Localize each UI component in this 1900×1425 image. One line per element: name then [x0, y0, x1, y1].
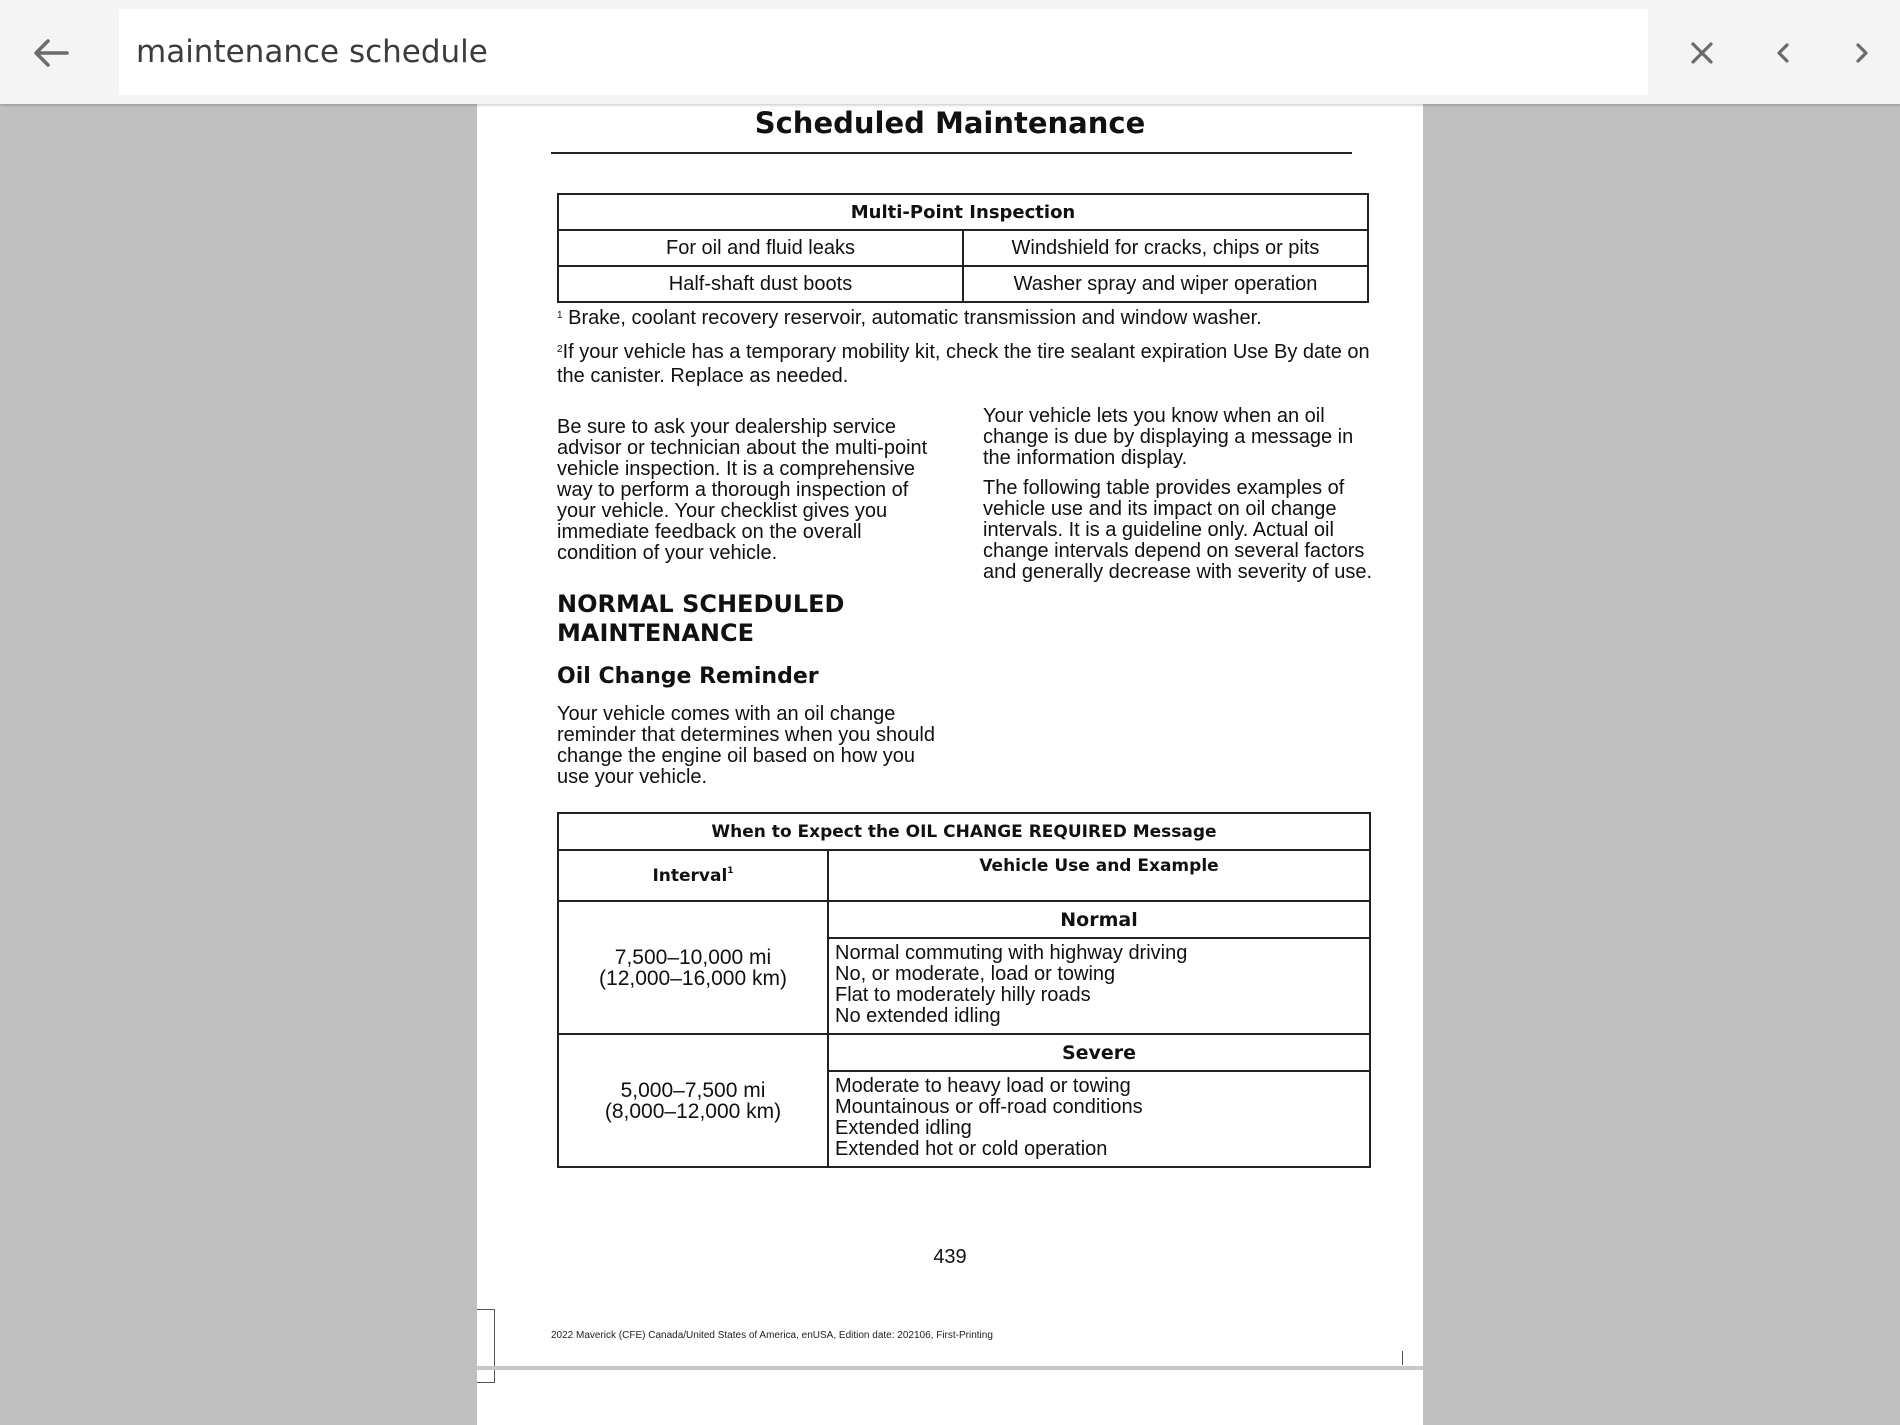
footnote-mark: 1 [557, 310, 563, 321]
close-icon [1690, 41, 1714, 65]
paragraph: Your vehicle comes with an oil change reminder that determines when you should change the engine oil based on how you use your vehicle. [557, 703, 935, 788]
interval-footnote-mark: 1 [727, 865, 734, 876]
oil-table-caption: When to Expect the OIL CHANGE REQUIRED Message [558, 813, 1370, 850]
inspection-table-header: Multi-Point Inspection [558, 194, 1368, 230]
paragraph: Your vehicle lets you know when an oil change is due by displaying a message in the information display. [983, 405, 1354, 469]
footnote-text: Brake, coolant recovery reservoir, automatic transmission and window washer. [568, 307, 1262, 329]
subsection-heading: Oil Change Reminder [557, 664, 819, 689]
arrow-left-icon [33, 38, 69, 68]
find-toolbar [0, 0, 1900, 104]
table-row [558, 230, 1368, 266]
interval-km: (12,000–16,000 km) [599, 966, 787, 990]
left-column-oil [557, 704, 947, 788]
crop-mark [1402, 1351, 1403, 1365]
list-item: Normal commuting with highway driving [835, 942, 1188, 964]
list-item: Mountainous or off-road conditions [835, 1096, 1143, 1118]
vehicle-use-list [828, 1071, 1370, 1167]
table-cell: Windshield for cracks, chips or pits [963, 230, 1368, 266]
oil-change-table [557, 812, 1371, 1168]
left-column-intro [557, 417, 947, 564]
chevron-left-icon [1775, 42, 1791, 64]
list-item: No, or moderate, load or towing [835, 963, 1116, 985]
section-heading: NORMAL SCHEDULED MAINTENANCE [557, 590, 845, 647]
footnote [557, 340, 1377, 388]
page-number: 439 [933, 1246, 967, 1268]
search-field[interactable] [119, 9, 1648, 95]
interval-km: (8,000–12,000 km) [604, 1099, 782, 1123]
table-cell: Washer spray and wiper operation [963, 266, 1368, 302]
table-cell: Half-shaft dust boots [558, 266, 963, 302]
footnote-text: If your vehicle has a temporary mobility kit, check the tire sealant expiration Use By date on the canister. Replace as needed. [557, 341, 1370, 387]
paragraph: Be sure to ask your dealership service advisor or technician about the multi-point vehicle inspection. It is a comprehensive way to perform a thorough inspection of your vehicle. Your checklist gives you immediate feedback on the overall condition of your vehicle. [557, 416, 928, 564]
page-footer: 2022 Maverick (CFE) Canada/United States of America, enUSA, Edition date: 202106, First-Printing [551, 1330, 993, 1341]
search-input[interactable] [134, 33, 1633, 71]
interval-header-label: Interval [652, 865, 728, 886]
inspection-table [557, 193, 1369, 303]
next-match-button[interactable] [1831, 22, 1893, 84]
list-item: Extended idling [835, 1117, 972, 1139]
interval-cell [558, 901, 828, 1034]
back-button[interactable] [20, 22, 82, 84]
interval-cell [558, 1034, 828, 1167]
paragraph: The following table provides examples of vehicle use and its impact on oil change intervals. It is a guideline only. Actual oil change intervals depend on several factors and generally decrease with severity of use. [983, 477, 1373, 583]
page-title: Scheduled Maintenance [754, 106, 1146, 140]
footnote-mark: 2 [557, 344, 563, 355]
category-normal: Normal [828, 901, 1370, 938]
interval-header [558, 850, 828, 901]
footnote [557, 306, 1377, 330]
list-item: Flat to moderately hilly roads [835, 984, 1091, 1006]
interval-miles: 5,000–7,500 mi [620, 1078, 766, 1102]
list-item: No extended idling [835, 1005, 1001, 1027]
category-severe: Severe [828, 1034, 1370, 1071]
right-column [983, 406, 1373, 583]
clear-search-button[interactable] [1671, 22, 1733, 84]
pdf-page [477, 104, 1423, 1425]
vehicle-use-list [828, 938, 1370, 1034]
previous-match-button[interactable] [1752, 22, 1814, 84]
table-cell: For oil and fluid leaks [558, 230, 963, 266]
title-divider [551, 152, 1352, 154]
crop-mark [477, 1309, 495, 1383]
page-separator [477, 1366, 1423, 1370]
interval-miles: 7,500–10,000 mi [614, 945, 772, 969]
chevron-right-icon [1854, 42, 1870, 64]
vehicle-use-header: Vehicle Use and Example [828, 850, 1370, 901]
list-item: Extended hot or cold operation [835, 1138, 1108, 1160]
list-item: Moderate to heavy load or towing [835, 1075, 1131, 1097]
table-row [558, 266, 1368, 302]
